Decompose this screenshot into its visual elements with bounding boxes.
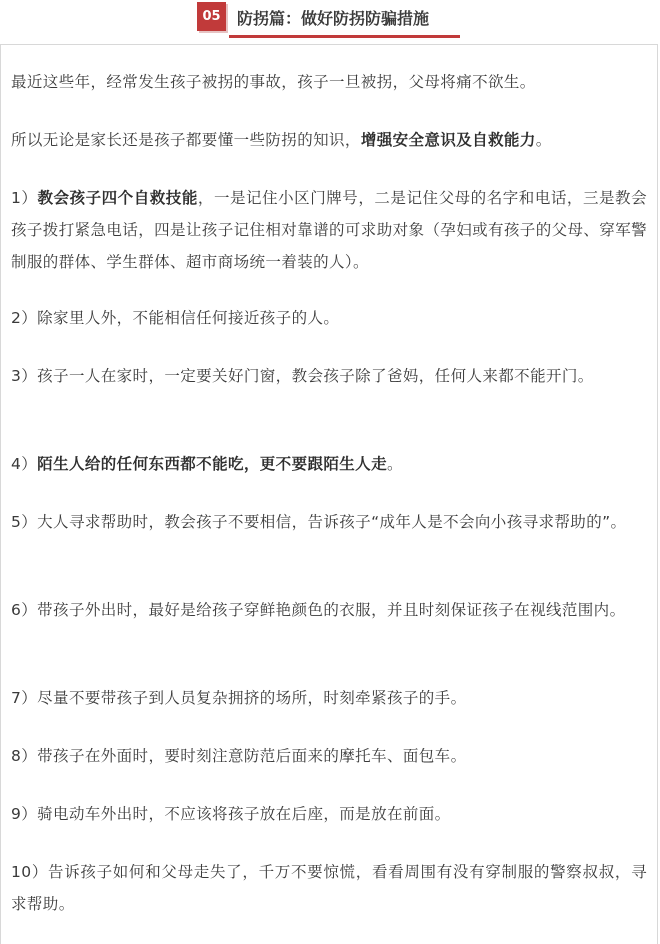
paragraph-text: 最近这些年，经常发生孩子被拐的事故，孩子一旦被拐，父母将痛不欲生。 [11,73,536,91]
paragraph-text: 4） [11,455,38,473]
list-item-4 [11,448,647,480]
section-header [197,0,460,40]
paragraph-text: 。 [535,131,552,149]
list-item-10 [11,856,647,920]
paragraph-text: 8）带孩子在外面时，要时刻注意防范后面来的摩托车、面包车。 [11,747,467,765]
paragraph-text: 9）骑电动车外出时，不应该将孩子放在后座，而是放在前面。 [11,805,451,823]
paragraph-text: 6）带孩子外出时，最好是给孩子穿鲜艳颜色的衣服，并且时刻保证孩子在视线范围内。 [11,601,626,619]
paragraph-emphasis: 陌生人给的任何东西都不能吃，更不要跟陌生人走 [37,455,387,473]
paragraph-text: 5）大人寻求帮助时，教会孩子不要相信，告诉孩子“成年人是不会向小孩寻求帮助的”。 [11,513,627,531]
list-item-5 [11,506,647,538]
paragraph-text: 所以无论是家长还是孩子都要懂一些防拐的知识， [11,131,361,149]
list-item-6 [11,594,647,626]
list-item-7 [11,682,647,714]
paragraph-summary [11,124,647,156]
section-number-badge: 05 [197,2,226,31]
paragraph-text: 7）尽量不要带孩子到人员复杂拥挤的场所，时刻牵紧孩子的手。 [11,689,467,707]
list-item-2 [11,302,647,334]
paragraph-text: 2）除家里人外，不能相信任何接近孩子的人。 [11,309,340,327]
paragraph-text: 1） [11,189,38,207]
paragraph-emphasis: 教会孩子四个自救技能 [37,189,198,207]
title-underline [229,35,460,38]
paragraph-text: ，一是记住小区门牌号，二是记住父母的名字和电话，三是教会孩子拨打紧急电话，四是让孩子记住相对靠谱的可求助对象（孕妇或有孩子的父母、穿军警制服的群体、学生群体、超市商场统一着装的人）。 [11,189,648,271]
paragraph-text: 10）告诉孩子如何和父母走失了，千万不要惊慌，看看周围有没有穿制服的警察叔叔，寻求帮助。 [11,863,647,913]
list-item-1 [11,182,647,278]
section-title: 防拐篇：做好防拐防骗措施 [237,9,430,28]
paragraph-emphasis: 增强安全意识及自救能力 [360,131,536,149]
paragraph-text: 。 [386,455,403,473]
list-item-9 [11,798,647,830]
paragraph-intro [11,66,647,98]
list-item-3 [11,360,647,392]
list-item-8 [11,740,647,772]
paragraph-text: 3）孩子一人在家时，一定要关好门窗，教会孩子除了爸妈，任何人来都不能开门。 [11,367,594,385]
